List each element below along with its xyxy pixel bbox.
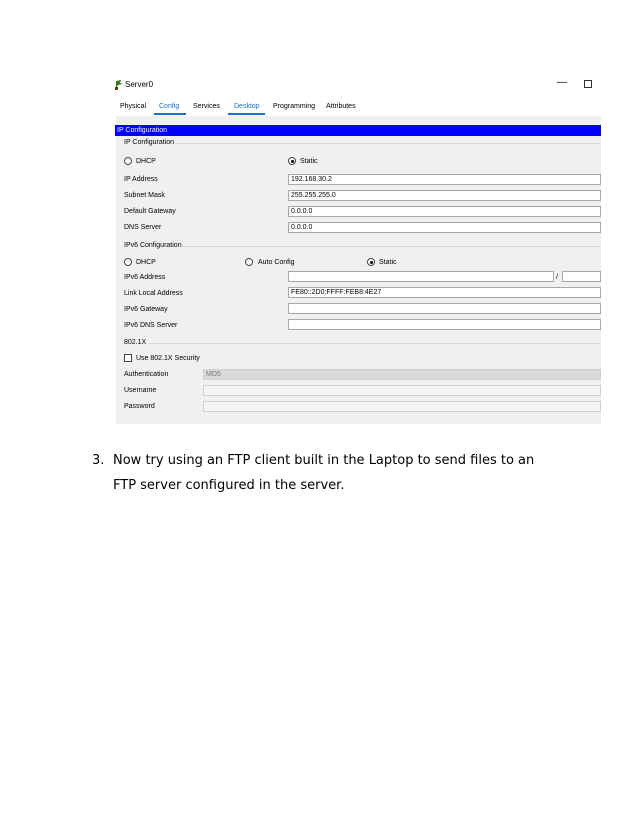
prefix-separator: / bbox=[556, 274, 558, 281]
authentication-select[interactable]: MD5 bbox=[203, 369, 601, 380]
tab-programming[interactable]: Programming bbox=[273, 103, 316, 110]
ipv6-dhcp-radio[interactable] bbox=[124, 258, 132, 266]
subnet-mask-label: Subnet Mask bbox=[124, 192, 165, 199]
default-gateway-label: Default Gateway bbox=[124, 208, 176, 215]
ipv6-prefix-input[interactable] bbox=[562, 271, 601, 282]
packet-tracer-screenshot bbox=[112, 72, 601, 424]
tab-desktop[interactable]: Desktop bbox=[234, 103, 260, 110]
window-titlebar bbox=[112, 72, 601, 98]
ip-address-label: IP Address bbox=[124, 176, 158, 183]
instruction-line-2: FTP server configured in the server. bbox=[113, 478, 345, 493]
ipv6-gateway-input[interactable] bbox=[288, 303, 601, 314]
subnet-mask-input[interactable]: 255.255.255.0 bbox=[288, 190, 601, 201]
ipv6-dns-input[interactable] bbox=[288, 319, 601, 330]
tab-bar bbox=[112, 100, 601, 116]
ip-address-input[interactable]: 192.168.30.2 bbox=[288, 174, 601, 185]
ipv4-dhcp-label: DHCP bbox=[136, 158, 156, 165]
ip-configuration-header: IP Configuration bbox=[115, 125, 601, 136]
ipv4-static-label: Static bbox=[300, 158, 318, 165]
password-label: Password bbox=[124, 403, 155, 410]
server-app-icon bbox=[114, 79, 124, 90]
ipv6-address-input[interactable] bbox=[288, 271, 554, 282]
ipv6-static-radio[interactable] bbox=[367, 258, 375, 266]
default-gateway-input[interactable]: 0.0.0.0 bbox=[288, 206, 601, 217]
use-8021x-label: Use 802.1X Security bbox=[136, 355, 200, 362]
ipv6-auto-config-label: Auto Config bbox=[258, 259, 295, 266]
dns-server-input[interactable]: 0.0.0.0 bbox=[288, 222, 601, 233]
ipv4-static-radio[interactable] bbox=[288, 157, 296, 165]
username-input[interactable] bbox=[203, 385, 601, 396]
ipv6-static-label: Static bbox=[379, 259, 397, 266]
minimize-icon[interactable]: — bbox=[557, 77, 567, 88]
tab-attributes[interactable]: Attributes bbox=[326, 103, 356, 110]
ipv4-dhcp-radio[interactable] bbox=[124, 157, 132, 165]
authentication-label: Authentication bbox=[124, 371, 169, 378]
ipv6-dns-label: IPv6 DNS Server bbox=[124, 322, 178, 329]
instruction-line-1: Now try using an FTP client built in the Laptop to send files to an bbox=[113, 453, 535, 468]
dot1x-group-label: 802.1X bbox=[124, 339, 147, 346]
step-number: 3. bbox=[92, 453, 105, 468]
ipv6-address-label: IPv6 Address bbox=[124, 274, 166, 281]
ipv6-configuration-group-label: IPv6 Configuration bbox=[124, 242, 182, 249]
use-8021x-checkbox[interactable] bbox=[124, 354, 132, 362]
tab-config[interactable]: Config bbox=[159, 103, 180, 110]
ipv6-auto-config-radio[interactable] bbox=[245, 258, 253, 266]
tab-services[interactable]: Services bbox=[193, 103, 220, 110]
ipv6-gateway-label: IPv6 Gateway bbox=[124, 306, 168, 313]
tab-config-underline bbox=[154, 113, 186, 115]
group-divider bbox=[182, 246, 600, 247]
tab-desktop-underline bbox=[228, 113, 265, 115]
group-divider bbox=[176, 143, 600, 144]
group-divider bbox=[148, 343, 600, 344]
maximize-icon[interactable] bbox=[584, 80, 592, 88]
link-local-label: Link Local Address bbox=[124, 290, 183, 297]
ipv6-dhcp-label: DHCP bbox=[136, 259, 156, 266]
tab-physical[interactable]: Physical bbox=[120, 103, 147, 110]
ip-configuration-group-label: IP Configuration bbox=[124, 139, 175, 146]
username-label: Username bbox=[124, 387, 157, 394]
password-input[interactable] bbox=[203, 401, 601, 412]
window-title: Server0 bbox=[125, 80, 154, 89]
dns-server-label: DNS Server bbox=[124, 224, 162, 231]
link-local-input[interactable]: FE80::2D0:FFFF:FEB8:4E27 bbox=[288, 287, 601, 298]
